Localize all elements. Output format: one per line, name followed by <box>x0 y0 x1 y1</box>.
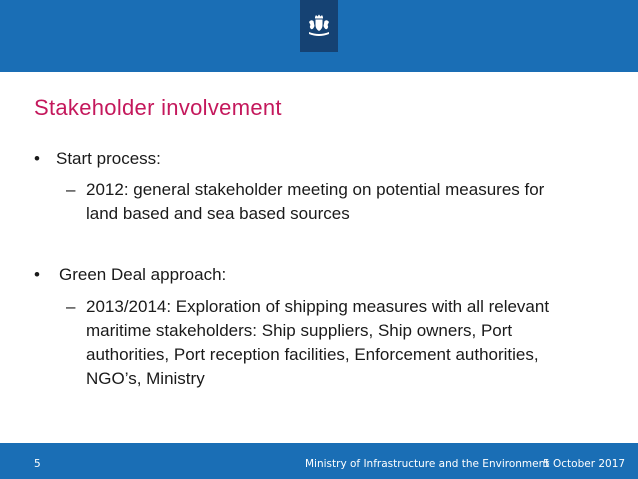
sub-bullet-2013-2014 <box>66 295 636 391</box>
sub-bullet-2012 <box>66 178 626 226</box>
dash-marker: – <box>66 180 76 199</box>
bullet-text: Green Deal approach: <box>59 265 227 284</box>
header-band <box>0 0 638 72</box>
page-number: 5 <box>34 458 41 470</box>
sub-bullet-line: NGO’s, Ministry <box>86 369 205 388</box>
bullet-green-deal <box>34 263 594 287</box>
slide-date: 5 October 2017 <box>543 458 626 470</box>
sub-bullet-line: 2012: general stakeholder meeting on potential measures for <box>86 180 545 199</box>
sub-bullet-line: authorities, Port reception facilities, Enforcement authorities, <box>86 345 539 364</box>
ministry-name: Ministry of Infrastructure and the Environment <box>305 458 550 470</box>
footer-band <box>0 443 638 479</box>
bullet-start-process <box>34 147 594 171</box>
coat-of-arms-icon <box>306 14 332 38</box>
bullet-marker: • <box>34 265 40 284</box>
sub-bullet-line: maritime stakeholders: Ship suppliers, Ship owners, Port <box>86 321 513 340</box>
slide-title: Stakeholder involvement <box>34 95 282 120</box>
sub-bullet-line: land based and sea based sources <box>86 204 350 223</box>
dash-marker: – <box>66 297 76 316</box>
sub-bullet-line: 2013/2014: Exploration of shipping measures with all relevant <box>86 297 550 316</box>
bullet-text: Start process: <box>56 149 161 168</box>
bullet-marker: • <box>34 149 40 168</box>
logo-strip <box>300 0 338 52</box>
